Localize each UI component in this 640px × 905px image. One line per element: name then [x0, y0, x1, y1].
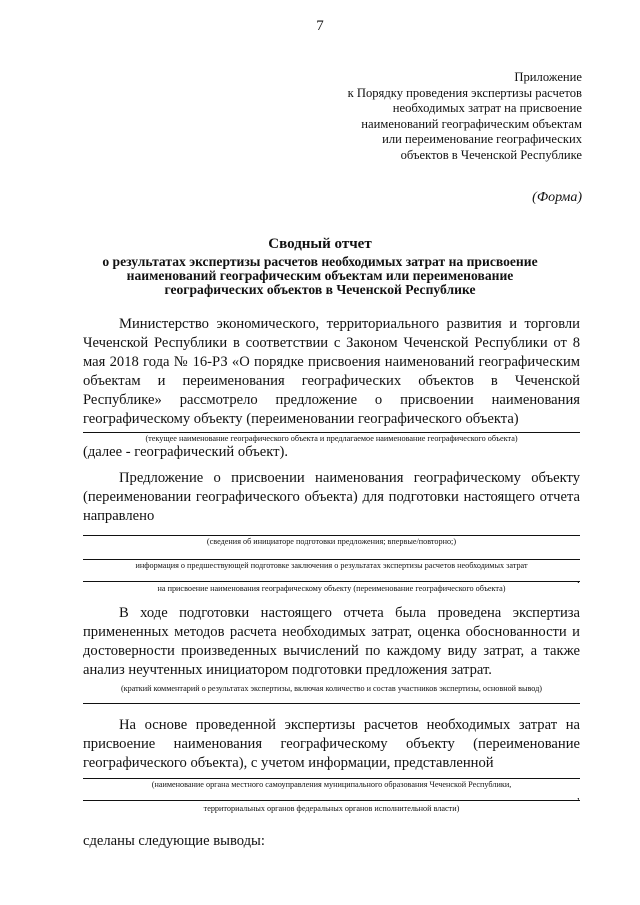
appendix-line: наименований географическим объектам: [361, 116, 582, 131]
intro-paragraph: [83, 315, 580, 429]
caption-federal: территориальных органов федеральных органов исполнительной власти): [203, 804, 460, 813]
line-end-comma: ,: [577, 790, 580, 802]
basis-paragraph: [83, 716, 580, 773]
further-text: (далее - географический объект).: [83, 444, 289, 460]
fill-line-previous[interactable]: [83, 559, 580, 560]
fill-line-current-name[interactable]: [83, 432, 580, 433]
basis-text: На основе проведенной экспертизы расчетов необходимых затрат на присвоение наименования географическому объекту (переименование географического объекта), с учетом информации, представленной: [83, 717, 580, 771]
document-title: Сводный отчет: [268, 236, 372, 252]
proposal-text: Предложение о присвоении наименования географическому объекту (переименовании географического объекта) для подготовки настоящего отчета направлено: [83, 470, 580, 524]
line-end-mark: .: [577, 574, 580, 586]
appendix-line: к Порядку проведения экспертизы расчетов: [347, 85, 582, 100]
fill-line-initiator[interactable]: [83, 535, 580, 536]
proposal-paragraph: [83, 469, 580, 526]
caption-comment: (краткий комментарий о результатах экспертизы, включая количество и состав участников экспертизы, основной вывод): [120, 684, 543, 693]
fill-line-federal[interactable]: [83, 800, 580, 801]
caption-initiator: (сведения об инициаторе подготовки предложения; впервые/повторно;): [206, 537, 457, 546]
caption-authority: (наименование органа местного самоуправления муниципального образования Чеченской Республики,: [151, 780, 512, 789]
document-subtitle: о результатах экспертизы расчетов необходимых затрат на присвоение наименований географическим объектам или переименование географических объектов в Чеченской Республике: [102, 254, 538, 297]
appendix-line: необходимых затрат на присвоение: [392, 101, 582, 115]
caption-assignment: на присвоение наименования географическому объекту (переименование географического объекта): [157, 584, 506, 593]
conclusions-text: сделаны следующие выводы:: [83, 833, 265, 849]
caption-current-name: (текущее наименование географического объекта и предлагаемое наименование географического объекта): [145, 434, 518, 443]
fill-line-comment[interactable]: [83, 703, 580, 704]
form-label: (Форма): [532, 190, 582, 205]
caption-previous: информация о предшествующей подготовке заключения о результатах экспертизы расчетов необходимых затрат: [135, 561, 528, 570]
review-text: В ходе подготовки настоящего отчета была проведена экспертиза примененных методов расчета необходимых затрат, оценка обоснованности и достоверности произведенных вычислений по каждому виду затрат, а также анализ неучтенных инициатором подготовки предложения затрат.: [83, 605, 580, 678]
appendix-line: или переименование географических: [382, 132, 582, 146]
appendix-line: объектов в Чеченской Республике: [400, 147, 582, 162]
appendix-block: [348, 70, 582, 163]
fill-line-authority[interactable]: [83, 778, 580, 779]
fill-line-assignment[interactable]: [83, 581, 580, 582]
page-number: 7: [316, 18, 324, 34]
review-paragraph: [83, 604, 580, 680]
intro-text: Министерство экономического, территориального развития и торговли Чеченской Республики в соответствии с Законом Чеченской Республики от 8 мая 2018 года № 16-РЗ «О порядке присвоения наименований географическим объектам и переименования географических объектов в Чеченской Республике» рассмотрело предложение о присвоении наименования географическому объекту (переименовании географического объекта): [83, 316, 580, 427]
appendix-line: Приложение: [514, 70, 582, 84]
